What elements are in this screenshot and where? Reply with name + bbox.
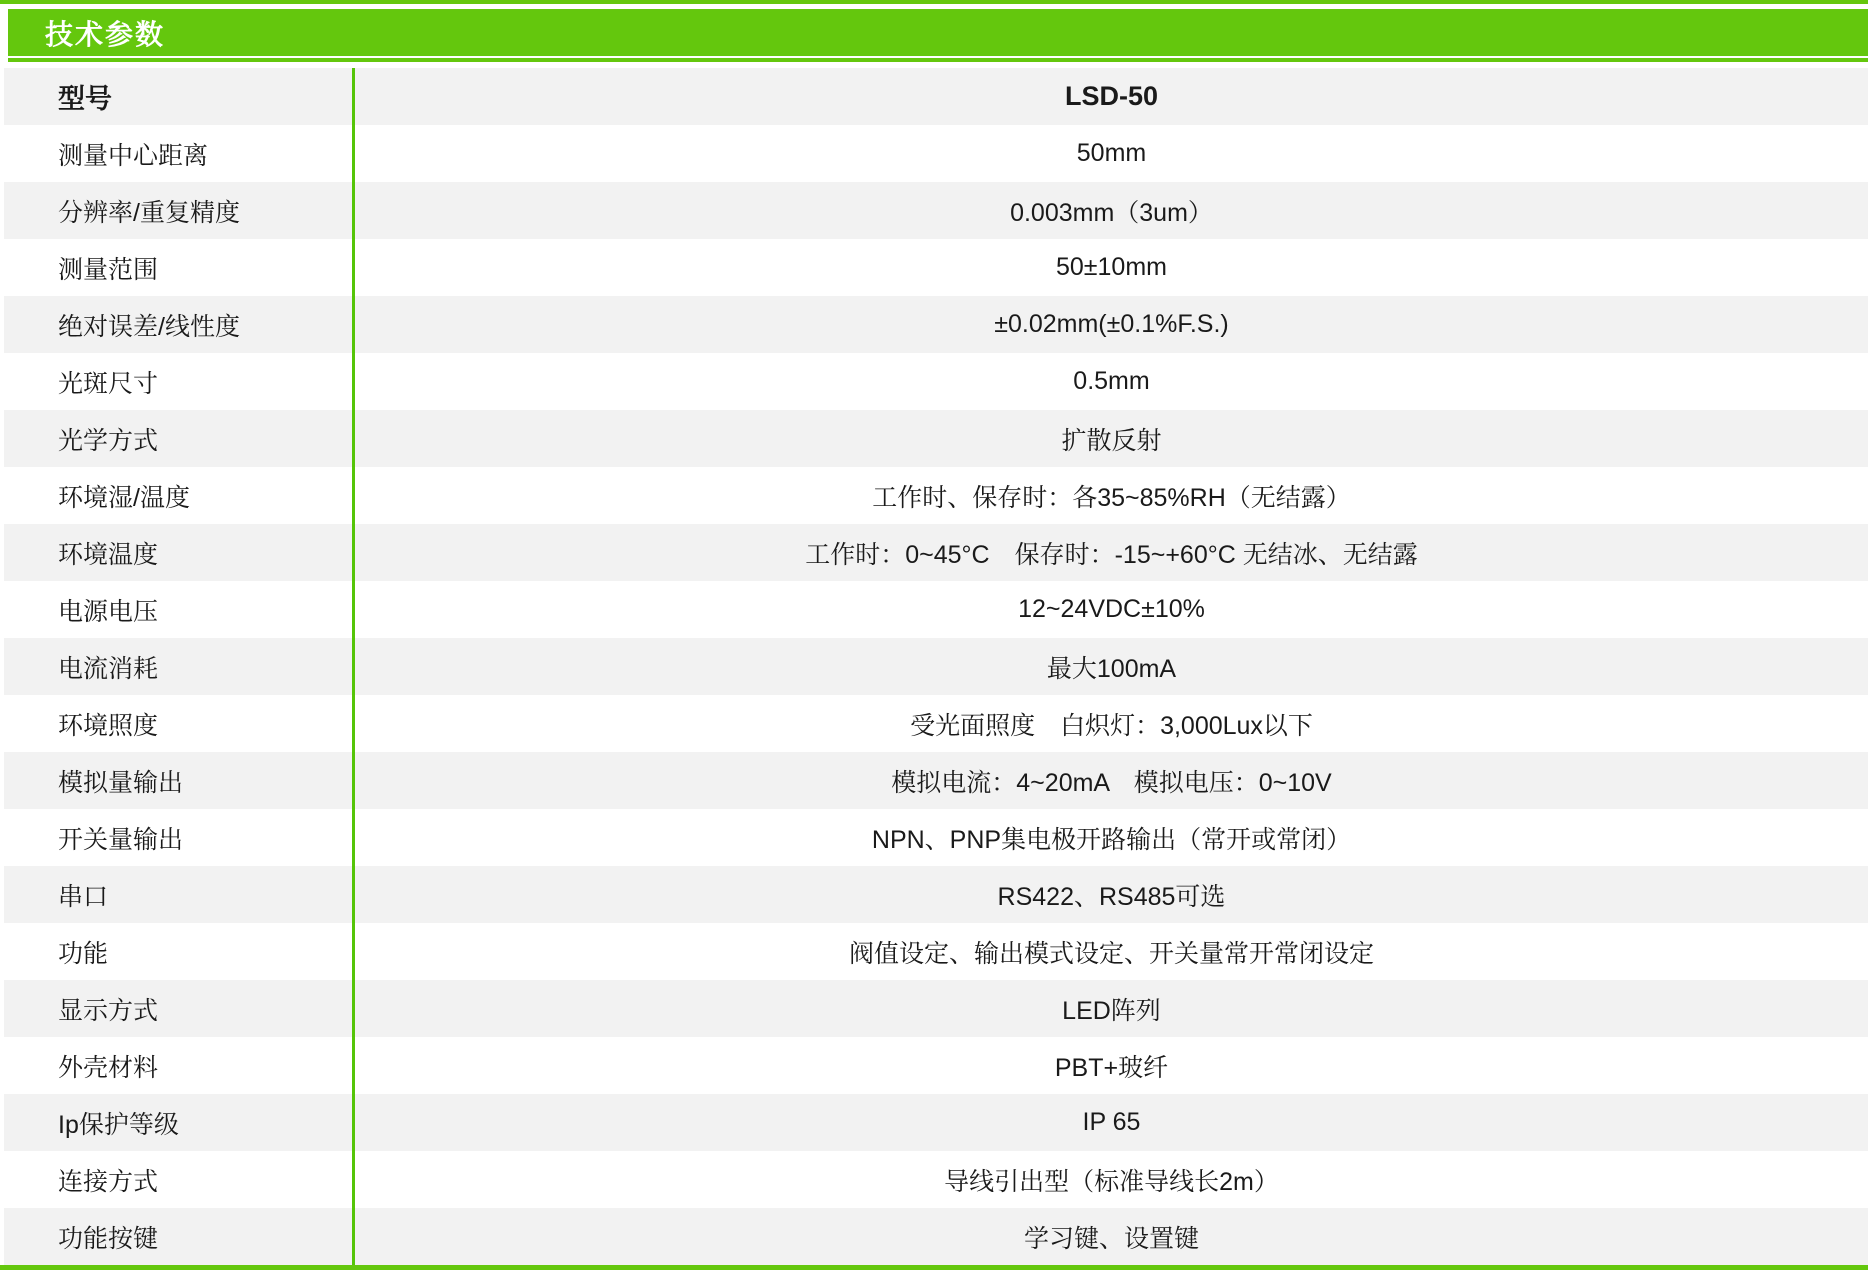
table-row	[4, 524, 1868, 581]
spec-value: 导线引出型（标准导线长2m）	[352, 1151, 1868, 1208]
spec-value: NPN、PNP集电极开路输出（常开或常闭）	[352, 809, 1868, 866]
table-row	[4, 353, 1868, 410]
spec-label: 光学方式	[58, 426, 159, 455]
spec-label: 绝对误差/线性度	[58, 312, 240, 341]
spec-label: 电源电压	[58, 597, 159, 626]
spec-value: ±0.02mm(±0.1%F.S.)	[352, 296, 1868, 353]
table-row	[4, 410, 1868, 467]
spec-value: 最大100mA	[352, 638, 1868, 695]
spec-value: LED阵列	[352, 980, 1868, 1037]
spec-label: 环境照度	[58, 711, 159, 740]
spec-value: 50mm	[352, 125, 1868, 182]
table-row	[4, 695, 1868, 752]
table-row	[4, 752, 1868, 809]
spec-label: 开关量输出	[58, 825, 184, 854]
spec-value: 50±10mm	[352, 239, 1868, 296]
spec-value: 受光面照度 白炽灯：3,000Lux以下	[352, 695, 1868, 752]
spec-label: 连接方式	[58, 1167, 159, 1196]
section-header-underline	[8, 58, 1868, 62]
spec-label: Ip保护等级	[58, 1110, 179, 1139]
spec-label: 串口	[58, 882, 109, 911]
spec-label: 模拟量输出	[58, 768, 184, 797]
table-row	[4, 638, 1868, 695]
spec-value: 工作时、保存时：各35~85%RH（无结露）	[352, 467, 1868, 524]
spec-value: IP 65	[352, 1094, 1868, 1151]
spec-label: 分辨率/重复精度	[58, 198, 240, 227]
bottom-border-line	[0, 1265, 1868, 1270]
table-row	[4, 1037, 1868, 1094]
spec-label: 型号	[58, 84, 112, 114]
spec-value: 12~24VDC±10%	[352, 581, 1868, 638]
spec-label: 环境温度	[58, 540, 159, 569]
table-row	[4, 125, 1868, 182]
spec-value: 0.003mm（3um）	[352, 182, 1868, 239]
table-row-model	[4, 68, 1868, 125]
spec-table	[4, 68, 1868, 1265]
spec-value: 工作时：0~45°C 保存时：-15~+60°C 无结冰、无结露	[352, 524, 1868, 581]
spec-value: 学习键、设置键	[352, 1208, 1868, 1265]
spec-value: RS422、RS485可选	[352, 866, 1868, 923]
spec-label: 测量范围	[58, 255, 159, 284]
table-row	[4, 182, 1868, 239]
table-row	[4, 296, 1868, 353]
spec-label: 电流消耗	[58, 654, 159, 683]
spec-label: 功能	[58, 939, 109, 968]
spec-value: 扩散反射	[352, 410, 1868, 467]
spec-value: 模拟电流：4~20mA 模拟电压：0~10V	[352, 752, 1868, 809]
spec-label: 光斑尺寸	[58, 369, 159, 398]
spec-label: 显示方式	[58, 996, 159, 1025]
table-row	[4, 581, 1868, 638]
spec-label: 功能按键	[58, 1224, 159, 1253]
table-row	[4, 1208, 1868, 1265]
spec-value: PBT+玻纤	[352, 1037, 1868, 1094]
table-row	[4, 980, 1868, 1037]
top-border-line	[0, 0, 1868, 4]
spec-value: 阀值设定、输出模式设定、开关量常开常闭设定	[352, 923, 1868, 980]
section-header-bar	[8, 9, 1868, 56]
table-row	[4, 923, 1868, 980]
table-row	[4, 866, 1868, 923]
section-title: 技术参数	[45, 18, 166, 50]
spec-label: 测量中心距离	[58, 141, 209, 170]
table-row	[4, 239, 1868, 296]
table-row	[4, 467, 1868, 524]
spec-label: 环境湿/温度	[58, 483, 190, 512]
table-row	[4, 809, 1868, 866]
spec-value: LSD-50	[352, 68, 1868, 125]
spec-value: 0.5mm	[352, 353, 1868, 410]
table-row	[4, 1094, 1868, 1151]
table-row	[4, 1151, 1868, 1208]
spec-label: 外壳材料	[58, 1053, 159, 1082]
